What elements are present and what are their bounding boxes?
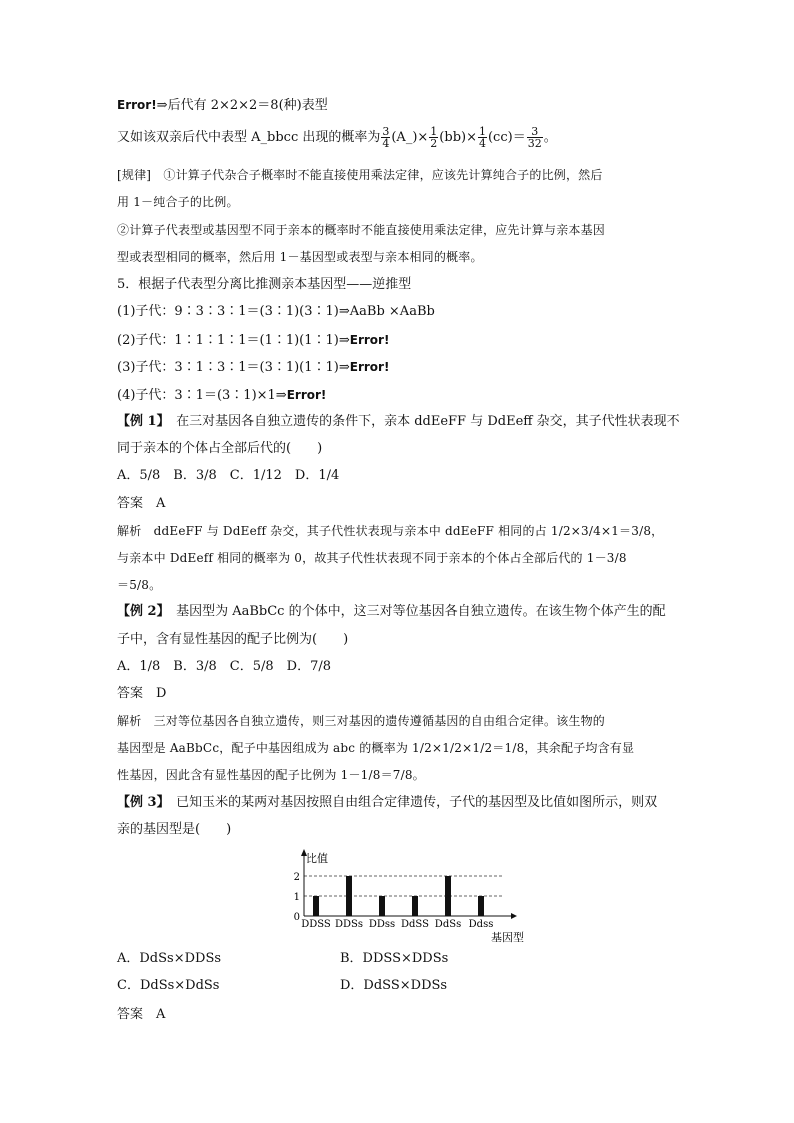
section-heading: 5．根据子代表型分离比推测亲本基因型——逆推型 (117, 277, 412, 292)
rule-line-2: 用 1－纯合子的比例。 (117, 195, 239, 209)
rule-line-1: [规律] ①计算子代杂合子概率时不能直接使用乘法定律，应该先计算纯合子的比例，然后 (117, 168, 603, 182)
example-1-options: A．5/8 B．3/8 C．1/12 D．1/4 (117, 468, 340, 483)
option-b: B．DDSS×DDSs (340, 951, 449, 966)
example-2-explanation-1: 解析 三对等位基因各自独立遗传，则三对基因的遗传遵循基因的自由组合定律。该生物的 (117, 714, 606, 728)
fraction-3: $\frac{1}{4}$ (478, 125, 486, 150)
fraction-2: $\frac{1}{2}$ (430, 125, 438, 150)
example-2-question-cont: 子中，含有显性基因的配子比例为( ) (117, 632, 349, 647)
fraction-1: $\frac{3}{4}$ (382, 125, 390, 150)
y-tick-label: 2 (293, 872, 300, 883)
x-axis-arrow (511, 913, 517, 919)
x-tick-label: DdSs (434, 919, 462, 930)
bar (445, 876, 451, 916)
ratio-line-4: (4)子代：3∶1＝(3∶1)×1⇒Error! (117, 388, 327, 403)
result-text: ⇒后代有 2×2×2＝8(种)表型 (156, 98, 328, 113)
example-1-explanation-3: ＝5/8。 (117, 578, 162, 592)
x-tick-label: DdSS (401, 919, 429, 930)
example-2-explanation-2: 基因型是 AaBbCc，配子中基因组成为 abc 的概率为 1/2×1/2×1/2＝1/8，其余配子均含有显 (117, 741, 635, 755)
example-1-explanation-2: 与亲本中 DdEeff 相同的概率为 0，故其子代性状表现不同于亲本的个体占全部后代的 1－3/8 (117, 551, 627, 565)
option-c: C．DdSs×DdSs (117, 978, 220, 993)
bar (478, 896, 484, 916)
probability-text: 又如该双亲后代中表型 A_bbcc 出现的概率为 (117, 130, 381, 145)
result-line (117, 96, 328, 115)
option-d: D．DdSS×DDSs (340, 978, 448, 993)
bar (412, 896, 418, 916)
probability-line: 又如该双亲后代中表型 A_bbcc 出现的概率为 $\frac{3}{4}$ (A_)× $\frac{1}{2}$ (bb)× $\frac{1}{4}$ (cc)＝ $\frac{3}{32}$ 。 (117, 125, 557, 150)
error-field: Error! (117, 98, 157, 112)
example-3-question: 【例 3】 已知玉米的某两对基因按照自由组合定律遗传，子代的基因型及比值如图所示，则双 (117, 795, 658, 810)
x-tick-label: DDSS (301, 919, 331, 930)
example-1-answer: 答案 A (117, 496, 166, 511)
y-tick-label: 1 (293, 892, 300, 903)
example-3-question-cont: 亲的基因型是( ) (117, 822, 232, 837)
example-2-options: A．1/8 B．3/8 C．5/8 D．7/8 (117, 659, 331, 674)
y-tick-label: 0 (293, 912, 300, 923)
rule-line-3: ②计算子代表型或基因型不同于亲本的概率时不能直接使用乘法定律，应先计算与亲本基因 (117, 223, 606, 237)
x-axis-label: 基因型 (491, 931, 524, 944)
example-2-answer: 答案 D (117, 686, 167, 701)
example-1-question-cont: 同于亲本的个体占全部后代的( ) (117, 441, 323, 456)
example-2-question: 【例 2】 基因型为 AaBbCc 的个体中，这三对等位基因各自独立遗传。在该生物个体产生的配 (117, 604, 666, 619)
x-tick-label: Ddss (468, 919, 494, 930)
option-a: A．DdSs×DDSs (117, 951, 222, 966)
fraction-4: $\frac{3}{32}$ (527, 125, 542, 150)
example-2-explanation-3: 性基因，因此含有显性基因的配子比例为 1－1/8＝7/8。 (117, 768, 425, 782)
ratio-line-1: (1)子代：9∶3∶3∶1＝(3∶1)(3∶1)⇒AaBb ×AaBb (117, 304, 435, 319)
example-1-question: 【例 1】 在三对基因各自独立遗传的条件下，亲本 ddEeFF 与 DdEeff 杂交，其子代性状表现不 (117, 414, 680, 429)
bar (313, 896, 319, 916)
example-1-explanation-1: 解析 ddEeFF 与 DdEeff 杂交，其子代性状表现与亲本中 ddEeFF 相同的占 1/2×3/4×1＝3/8， (117, 524, 664, 538)
x-tick-label: DDSs (334, 919, 364, 930)
example-3-answer: 答案 A (117, 1007, 166, 1022)
ratio-line-3: (3)子代：3∶1∶3∶1＝(3∶1)(1∶1)⇒Error! (117, 360, 390, 375)
rule-line-4: 型或表型相同的概率，然后用 1－基因型或表型与亲本相同的概率。 (117, 250, 483, 264)
bar (379, 896, 385, 916)
bar (346, 876, 352, 916)
ratio-line-2: (2)子代：1∶1∶1∶1＝(1∶1)(1∶1)⇒Error! (117, 333, 390, 348)
x-tick-label: DDss (368, 919, 396, 930)
y-axis-label: 比值 (306, 852, 328, 865)
genotype-ratio-chart (286, 846, 524, 946)
